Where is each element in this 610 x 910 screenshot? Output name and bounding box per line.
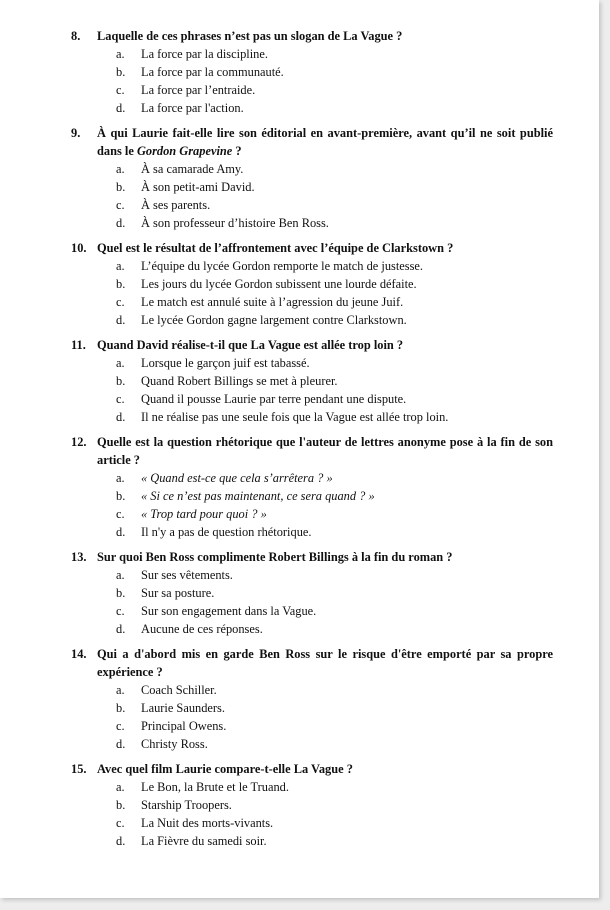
option-letter: b. xyxy=(116,65,126,79)
option-letter: b. xyxy=(116,180,126,194)
question-text: Sur quoi Ben Ross complimente Robert Billings à la fin du roman ? xyxy=(97,550,453,564)
answer-option xyxy=(116,620,599,638)
question-number: 10. xyxy=(71,241,87,255)
question-text: Quel est le résultat de l’affrontement avec l’équipe de Clarkstown ? xyxy=(97,241,454,255)
answer-option xyxy=(116,487,599,505)
question-heading xyxy=(71,336,553,354)
option-text: Aucune de ces réponses. xyxy=(141,622,263,636)
question-text: Quelle est la question rhétorique que l'auteur de lettres anonyme pose à la fin de son article ? xyxy=(97,435,553,467)
answer-option xyxy=(116,796,599,814)
option-text: La Fièvre du samedi soir. xyxy=(141,834,267,848)
option-text: Il ne réalise pas une seule fois que la Vague est allée trop loin. xyxy=(141,410,449,424)
option-letter: c. xyxy=(116,198,125,212)
option-letter: d. xyxy=(116,313,126,327)
answer-option xyxy=(116,814,599,832)
option-letter: a. xyxy=(116,356,125,370)
answer-option xyxy=(116,45,599,63)
option-letter: a. xyxy=(116,683,125,697)
question-8 xyxy=(0,27,599,117)
option-letter: d. xyxy=(116,101,126,115)
option-text: À son petit-ami David. xyxy=(141,180,255,194)
option-text: La force par l'action. xyxy=(141,101,244,115)
question-text xyxy=(97,126,553,158)
option-text: Le match est annulé suite à l’agression du jeune Juif. xyxy=(141,295,404,309)
answer-option xyxy=(116,717,599,735)
option-letter: c. xyxy=(116,83,125,97)
option-letter: d. xyxy=(116,737,126,751)
answer-option xyxy=(116,160,599,178)
option-text: Sur son engagement dans la Vague. xyxy=(141,604,317,618)
answer-option xyxy=(116,257,599,275)
option-text: Le Bon, la Brute et le Truand. xyxy=(141,780,289,794)
option-letter: a. xyxy=(116,259,125,273)
option-letter: c. xyxy=(116,295,125,309)
answer-option xyxy=(116,275,599,293)
option-letter: b. xyxy=(116,586,126,600)
answer-option xyxy=(116,584,599,602)
question-number: 13. xyxy=(71,550,87,564)
option-letter: d. xyxy=(116,525,126,539)
question-heading xyxy=(71,760,553,778)
question-heading xyxy=(71,548,553,566)
option-text: À sa camarade Amy. xyxy=(141,162,244,176)
option-text: Laurie Saunders. xyxy=(141,701,225,715)
option-text: Sur sa posture. xyxy=(141,586,215,600)
answer-option xyxy=(116,63,599,81)
question-13 xyxy=(0,548,599,638)
question-number: 8. xyxy=(71,29,81,43)
option-text: Starship Troopers. xyxy=(141,798,232,812)
answer-option xyxy=(116,681,599,699)
answer-option xyxy=(116,311,599,329)
question-9 xyxy=(0,124,599,232)
option-letter: d. xyxy=(116,834,126,848)
question-text-part: À qui Laurie fait-elle lire son éditorial en avant-première, avant qu’il ne soit publié dans le xyxy=(97,126,553,158)
answer-option xyxy=(116,293,599,311)
option-text: Il n'y a pas de question rhétorique. xyxy=(141,525,312,539)
option-letter: b. xyxy=(116,798,126,812)
option-text: À ses parents. xyxy=(141,198,211,212)
answer-option xyxy=(116,196,599,214)
option-text: « Quand est-ce que cela s’arrêtera ? » xyxy=(141,471,333,485)
question-15 xyxy=(0,760,599,850)
answer-option xyxy=(116,602,599,620)
answer-option xyxy=(116,372,599,390)
question-text: Quand David réalise-t-il que La Vague est allée trop loin ? xyxy=(97,338,404,352)
option-letter: a. xyxy=(116,47,125,61)
question-text: Laquelle de ces phrases n’est pas un slogan de La Vague ? xyxy=(97,29,403,43)
option-letter: b. xyxy=(116,489,126,503)
option-letter: d. xyxy=(116,410,126,424)
question-12 xyxy=(0,433,599,541)
question-text: Avec quel film Laurie compare-t-elle La Vague ? xyxy=(97,762,353,776)
option-letter: d. xyxy=(116,216,126,230)
option-text: La force par l’entraide. xyxy=(141,83,256,97)
option-letter: a. xyxy=(116,568,125,582)
answer-option xyxy=(116,566,599,584)
option-text: Lorsque le garçon juif est tabassé. xyxy=(141,356,310,370)
question-14 xyxy=(0,645,599,753)
quiz-list xyxy=(0,27,599,857)
question-number: 14. xyxy=(71,647,87,661)
question-number: 12. xyxy=(71,435,87,449)
option-letter: c. xyxy=(116,507,125,521)
question-text: Qui a d'abord mis en garde Ben Ross sur le risque d'être emporté par sa propre expérience ? xyxy=(97,647,553,679)
answer-option xyxy=(116,735,599,753)
option-text: L’équipe du lycée Gordon remporte le match de justesse. xyxy=(141,259,424,273)
question-11 xyxy=(0,336,599,426)
option-text: Quand Robert Billings se met à pleurer. xyxy=(141,374,338,388)
option-text: Christy Ross. xyxy=(141,737,208,751)
option-text: « Trop tard pour quoi ? » xyxy=(141,507,267,521)
option-letter: a. xyxy=(116,471,125,485)
answer-option xyxy=(116,408,599,426)
question-heading xyxy=(71,27,553,45)
question-heading xyxy=(71,645,553,681)
option-text: Le lycée Gordon gagne largement contre Clarkstown. xyxy=(141,313,407,327)
option-letter: a. xyxy=(116,162,125,176)
option-letter: c. xyxy=(116,719,125,733)
option-letter: c. xyxy=(116,392,125,406)
newspaper-title: Gordon Grapevine xyxy=(136,144,233,158)
option-letter: b. xyxy=(116,374,126,388)
option-text: « Si ce n’est pas maintenant, ce sera quand ? » xyxy=(141,489,375,503)
answer-option xyxy=(116,505,599,523)
question-number: 11. xyxy=(71,338,86,352)
option-text: La force par la communauté. xyxy=(141,65,284,79)
option-letter: d. xyxy=(116,622,126,636)
option-text: Les jours du lycée Gordon subissent une lourde défaite. xyxy=(141,277,417,291)
answer-option xyxy=(116,214,599,232)
answer-option xyxy=(116,778,599,796)
question-heading xyxy=(71,433,553,469)
option-text: À son professeur d’histoire Ben Ross. xyxy=(141,216,329,230)
question-text-part: ? xyxy=(232,144,242,158)
question-number: 15. xyxy=(71,762,87,776)
answer-option xyxy=(116,178,599,196)
option-text: Quand il pousse Laurie par terre pendant une dispute. xyxy=(141,392,407,406)
option-letter: b. xyxy=(116,277,126,291)
option-text: Principal Owens. xyxy=(141,719,227,733)
answer-option xyxy=(116,523,599,541)
question-heading xyxy=(71,124,553,160)
answer-option xyxy=(116,390,599,408)
option-letter: b. xyxy=(116,701,126,715)
answer-option xyxy=(116,832,599,850)
question-number: 9. xyxy=(71,126,81,140)
answer-option xyxy=(116,81,599,99)
option-text: La Nuit des morts-vivants. xyxy=(141,816,274,830)
option-letter: a. xyxy=(116,780,125,794)
option-text: Sur ses vêtements. xyxy=(141,568,233,582)
option-letter: c. xyxy=(116,816,125,830)
option-letter: c. xyxy=(116,604,125,618)
answer-option xyxy=(116,99,599,117)
option-text: Coach Schiller. xyxy=(141,683,217,697)
question-10 xyxy=(0,239,599,329)
question-heading xyxy=(71,239,553,257)
answer-option xyxy=(116,354,599,372)
answer-option xyxy=(116,469,599,487)
option-text: La force par la discipline. xyxy=(141,47,268,61)
answer-option xyxy=(116,699,599,717)
